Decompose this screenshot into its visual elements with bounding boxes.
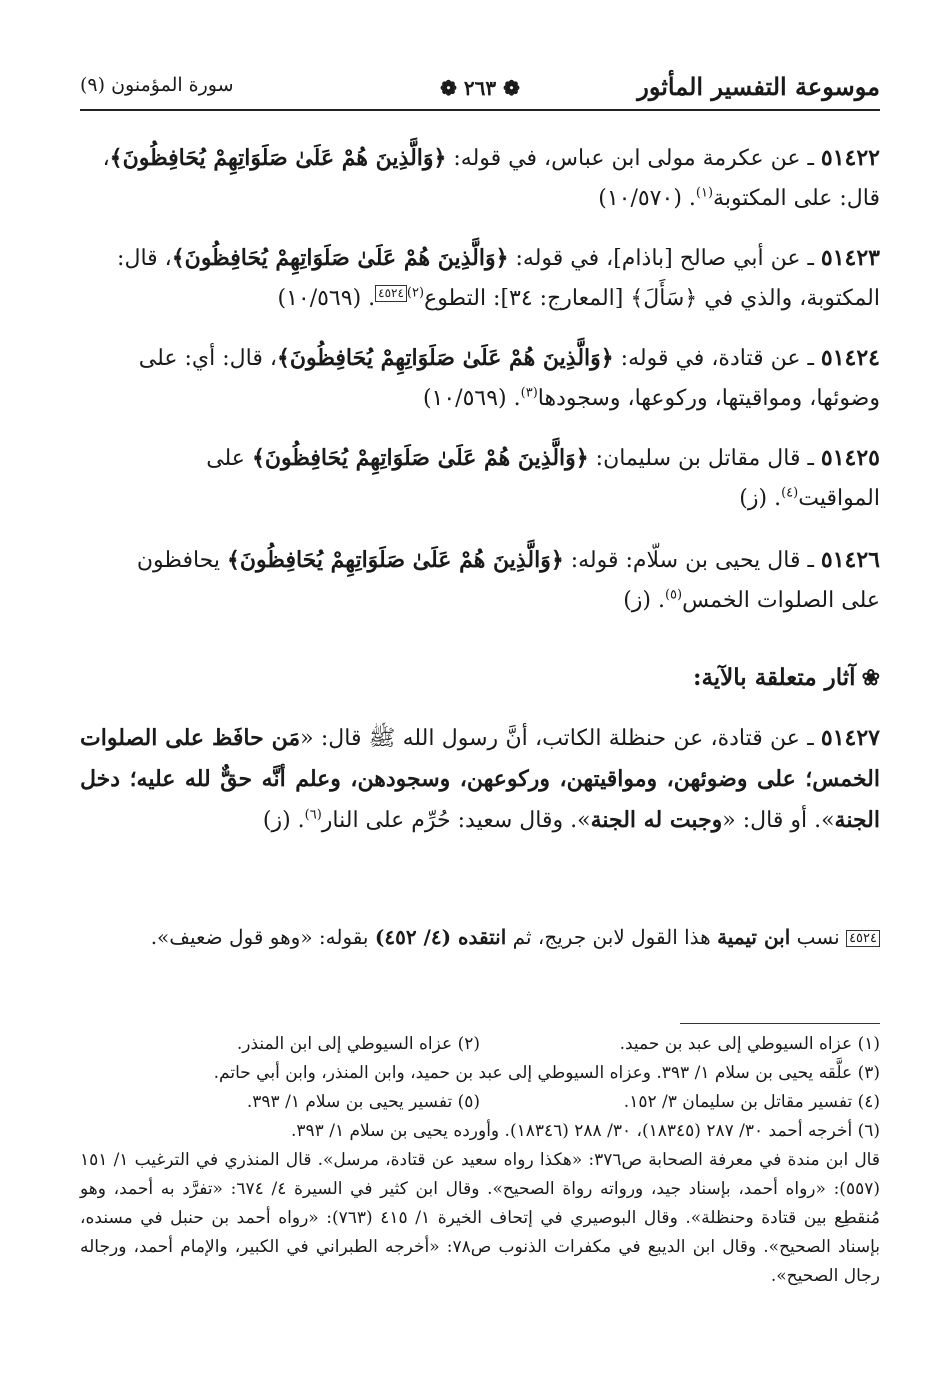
footnote-ref: (١) <box>695 185 714 201</box>
flower-icon: ❀ <box>861 665 880 691</box>
hadith-text: مَن حافَظ على الصلوات الخمس؛ على وضوئهن، ومواقيتهن، وركوعهن، وسجودهن، وعلم أنَّه حقٌّ لله عليه؛ دخل الجنة <box>80 725 881 833</box>
footnote-1: (١) عزاه السيوطي إلى عبد بن حميد. <box>619 1034 880 1054</box>
footnote-ref: (٢) <box>406 285 425 301</box>
footnote-ref: (٦) <box>304 807 322 823</box>
quran-verse: ﴿وَالَّذِينَ هُمْ عَلَىٰ صَلَوَاتِهِمْ يُحَافِظُونَ﴾ <box>251 445 589 471</box>
footnote-5: (٥) تفسير يحيى بن سلام ١/ ٣٩٣. <box>246 1092 480 1112</box>
entry-number: ٥١٤٢٥ <box>820 445 880 471</box>
entry-5422: ٥١٤٢٢ ـ عن عكرمة مولى ابن عباس، في قوله: ﴿وَالَّذِينَ هُمْ عَلَىٰ صَلَوَاتِهِمْ يُحَافِظُونَ﴾، قال: على المكتوبة$^{(١)}$. (١٠/٥٧٠) <box>102 145 880 211</box>
footnote-6-continued: قال ابن مندة في معرفة الصحابة ص٣٧٦: «هكذا رواه سعيد عن قتادة، مرسل». قال المنذري في الترغيب ١/ ١٥١ (٥٥٧): «رواه أحمد، بإسناد جيد، ورواته رواة الصحيح». وقال ابن كثير في السيرة ٤/ ٦٧٤: «تفرَّد به أحمد، وهو مُنقطِع بين قتادة وحنظلة». وقال البوصيري في إتحاف الخيرة ١/ ٤١٥ (٧٦٣): «رواه أحمد بن حنبل في مسنده، بإسناد الصحيح». وقال ابن الديبع في مكفرات الذنوب ص٧٨: «أخرجه الطبراني في الكبير، والإمام أحمد، ورجاله رجال الصحيح». <box>80 1150 880 1286</box>
entry-number: ٥١٤٢٣ <box>820 245 880 271</box>
footnote-ref: (٥) <box>664 587 683 603</box>
quran-verse: ﴿وَالَّذِينَ هُمْ عَلَىٰ صَلَوَاتِهِمْ يُحَافِظُونَ﴾ <box>171 245 509 271</box>
header-rule <box>80 109 880 111</box>
entry-5427: ٥١٤٢٧ ـ عن قتادة، عن حنظلة الكاتب، أنَّ رسول الله ﷺ قال: «مَن حافَظ على الصلوات الخمس؛ على وضوئهن، ومواقيتهن، وركوعهن، وسجودهن، وعلم أنَّه حقٌّ لله عليه؛ دخل الجنة». أو قال: «وجبت له الجنة». وقال سعيد: حُرِّم على النار$^{(٦)}$. (ز) <box>80 725 881 833</box>
footnote-3: (٣) علَّقه يحيى بن سلام ١/ ٣٩٣. وعزاه السيوطي إلى عبد بن حميد، وابن المنذر، وابن أبي حاتم. <box>213 1063 880 1083</box>
quran-verse: ﴿وَالَّذِينَ هُمْ عَلَىٰ صَلَوَاتِهِمْ يُحَافِظُونَ﴾ <box>227 547 564 573</box>
footnote-row <box>80 1030 880 1059</box>
footnote-ref: (٤) <box>781 485 799 501</box>
footnote-rule <box>680 1023 880 1024</box>
section-title: آثار متعلقة بالآية: <box>692 664 856 691</box>
note-box: ٤٥٢٤ <box>846 930 880 947</box>
footnotes <box>80 1030 880 1291</box>
footnote-row <box>80 1088 880 1117</box>
entry-5423: ٥١٤٢٣ ـ عن أبي صالح [باذام]، في قوله: ﴿وَالَّذِينَ هُمْ عَلَىٰ صَلَوَاتِهِمْ يُحَافِظُونَ﴾، قال: المكتوبة، والذي في ﴿سَأَلَ﴾ [المعارج: ٣٤]: التطوع$^{(٢)}$٤٥٢٤. (١٠/٥٦٩) <box>117 245 880 311</box>
book-title: موسوعة التفسير المأثور <box>637 72 880 101</box>
scholar-note: ٤٥٢٤ نسب ابن تيمية هذا القول لابن جريج، ثم انتقده (٤/ ٤٥٢) بقوله: «وهو قول ضعيف». <box>80 918 880 956</box>
running-header <box>80 68 880 108</box>
surah-label: سورة المؤمنون (٩) <box>80 74 234 96</box>
footnote-ref: (٣) <box>520 385 538 401</box>
footnote-2: (٢) عزاه السيوطي إلى ابن المنذر. <box>236 1034 480 1054</box>
footnote-6: (٦) أخرجه أحمد ٣٠/ ٢٨٧ (١٨٣٤٥)، ٣٠/ ٢٨٨ (١٨٣٤٦). وأورده يحيى بن سلام ١/ ٣٩٣. <box>291 1121 880 1141</box>
reference-box: ٤٥٢٤ <box>375 285 407 302</box>
entry-5426: ٥١٤٢٦ ـ قال يحيى بن سلّام: قوله: ﴿وَالَّذِينَ هُمْ عَلَىٰ صَلَوَاتِهِمْ يُحَافِظُونَ﴾ يحافظون على الصلوات الخمس$^{(٥)}$. (ز) <box>136 547 880 613</box>
footnote-4: (٤) تفسير مقاتل بن سليمان ٣/ ١٥٢. <box>623 1092 880 1112</box>
entry-number: ٥١٤٢٧ <box>820 725 880 751</box>
page-number: ❁ ٢٦٣ ❁ <box>440 76 520 100</box>
entry-number: ٥١٤٢٦ <box>820 547 880 573</box>
scholar-name: ابن تيمية <box>717 925 791 949</box>
entry-5425: ٥١٤٢٥ ـ قال مقاتل بن سليمان: ﴿وَالَّذِينَ هُمْ عَلَىٰ صَلَوَاتِهِمْ يُحَافِظُونَ﴾ على المواقيت$^{(٤)}$. (ز) <box>206 445 880 511</box>
entry-number: ٥١٤٢٤ <box>820 345 880 371</box>
section-heading <box>80 660 880 696</box>
hadith-alt-text: وجبت له الجنة <box>590 807 723 833</box>
entry-5424: ٥١٤٢٤ ـ عن قتادة، في قوله: ﴿وَالَّذِينَ هُمْ عَلَىٰ صَلَوَاتِهِمْ يُحَافِظُونَ﴾، قال: أي: على وضوئها، ومواقيتها، وركوعها، وسجودها$^{(٣)}$. (١٠/٥٦٩) <box>138 345 880 411</box>
entry-number: ٥١٤٢٢ <box>820 145 880 171</box>
quran-verse: ﴿وَالَّذِينَ هُمْ عَلَىٰ صَلَوَاتِهِمْ يُحَافِظُونَ﴾ <box>276 345 614 371</box>
quran-verse: ﴿وَالَّذِينَ هُمْ عَلَىٰ صَلَوَاتِهِمْ يُحَافِظُونَ﴾ <box>109 145 447 171</box>
